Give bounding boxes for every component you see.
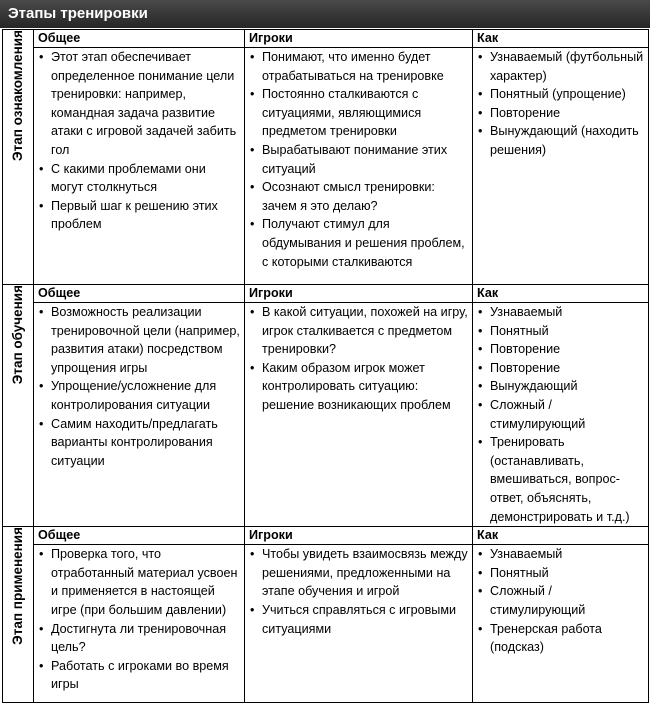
list-item: • Узнаваемый (футбольный характер) xyxy=(477,48,644,85)
list-item: • Осознают смысл тренировки: зачем я это делаю? xyxy=(249,178,468,215)
list-item: • Чтобы увидеть взаимосвязь между решениями, предложенными на этапе обучения и игрой xyxy=(249,545,468,601)
column-header-how: Как xyxy=(473,30,649,48)
list-item: • Учиться справляться с игровыми ситуациями xyxy=(249,601,468,638)
stage-label: Этап ознакомления xyxy=(10,30,25,161)
list-item: • Вырабатывают понимание этих ситуаций xyxy=(249,141,468,178)
column-header-players: Игроки xyxy=(245,285,473,303)
list-item: • Сложный / стимулирующий xyxy=(477,582,644,619)
list-item: • Проверка того, что отработанный материал усвоен и применяется в настоящей игре (при большим давлении) xyxy=(38,545,240,619)
players-cell xyxy=(245,48,473,285)
training-stages-table xyxy=(2,29,649,703)
list-item: • С какими проблемами они могут столкнуться xyxy=(38,160,240,197)
list-item: • Первый шаг к решению этих проблем xyxy=(38,197,240,234)
list-item: • Получают стимул для обдумывания и решения проблем, с которыми сталкиваются xyxy=(249,215,468,271)
list-item: • Узнаваемый xyxy=(477,545,644,564)
stage-label-cell xyxy=(3,30,34,285)
column-header-how: Как xyxy=(473,285,649,303)
list-item: • Работать с игроками во время игры xyxy=(38,657,240,694)
list-item: • Повторение xyxy=(477,359,644,378)
players-cell xyxy=(245,545,473,703)
stage-content-row xyxy=(3,48,649,285)
how-cell xyxy=(473,303,649,527)
list-item: • Узнаваемый xyxy=(477,303,644,322)
list-item: • Повторение xyxy=(477,340,644,359)
list-item: • Тренерская работа (подсказ) xyxy=(477,620,644,657)
stage-label-cell xyxy=(3,285,34,527)
list-item: • Сложный / стимулирующий xyxy=(477,396,644,433)
stage-label: Этап обучения xyxy=(10,285,25,385)
list-item: • Понятный xyxy=(477,564,644,583)
column-header-players: Игроки xyxy=(245,527,473,545)
list-item: • Вынуждающий xyxy=(477,377,644,396)
list-item: • Возможность реализации тренировочной цели (например, развития атаки) посредством упрощения игры xyxy=(38,303,240,377)
players-cell xyxy=(245,303,473,527)
column-header-how: Как xyxy=(473,527,649,545)
list-item: • Вынуждающий (находить решения) xyxy=(477,122,644,159)
stage-header-row xyxy=(3,285,649,303)
stage-header-row xyxy=(3,527,649,545)
column-header-general: Общее xyxy=(34,30,245,48)
list-item: • Самим находить/предлагать варианты контролирования ситуации xyxy=(38,415,240,471)
table-title: Этапы тренировки xyxy=(0,0,650,28)
stage-content-row xyxy=(3,545,649,703)
stage-content-row xyxy=(3,303,649,527)
list-item: • В какой ситуации, похожей на игру, игрок сталкивается с предметом тренировки? xyxy=(249,303,468,359)
how-cell xyxy=(473,545,649,703)
column-header-general: Общее xyxy=(34,527,245,545)
list-item: • Постоянно сталкиваются с ситуациями, являющимися предметом тренировки xyxy=(249,85,468,141)
how-cell xyxy=(473,48,649,285)
column-header-players: Игроки xyxy=(245,30,473,48)
list-item: • Упрощение/усложнение для контролирования ситуации xyxy=(38,377,240,414)
stage-label-cell xyxy=(3,527,34,703)
general-cell xyxy=(34,545,245,703)
list-item: • Достигнута ли тренировочная цель? xyxy=(38,620,240,657)
list-item: • Понимают, что именно будет отрабатываться на тренировке xyxy=(249,48,468,85)
list-item: • Этот этап обеспечивает определенное понимание цели тренировки: например, командная задача развитие атаки с игровой задачей забить гол xyxy=(38,48,240,160)
list-item: • Повторение xyxy=(477,104,644,123)
general-cell xyxy=(34,303,245,527)
list-item: • Понятный (упрощение) xyxy=(477,85,644,104)
general-cell xyxy=(34,48,245,285)
stage-header-row xyxy=(3,30,649,48)
column-header-general: Общее xyxy=(34,285,245,303)
list-item: • Понятный xyxy=(477,322,644,341)
list-item: • Тренировать (останавливать, вмешиваться, вопрос-ответ, объяснять, демонстрировать и т.д.) xyxy=(477,433,644,526)
stage-label: Этап применения xyxy=(10,527,25,645)
list-item: • Каким образом игрок может контролировать ситуацию: решение возникающих проблем xyxy=(249,359,468,415)
